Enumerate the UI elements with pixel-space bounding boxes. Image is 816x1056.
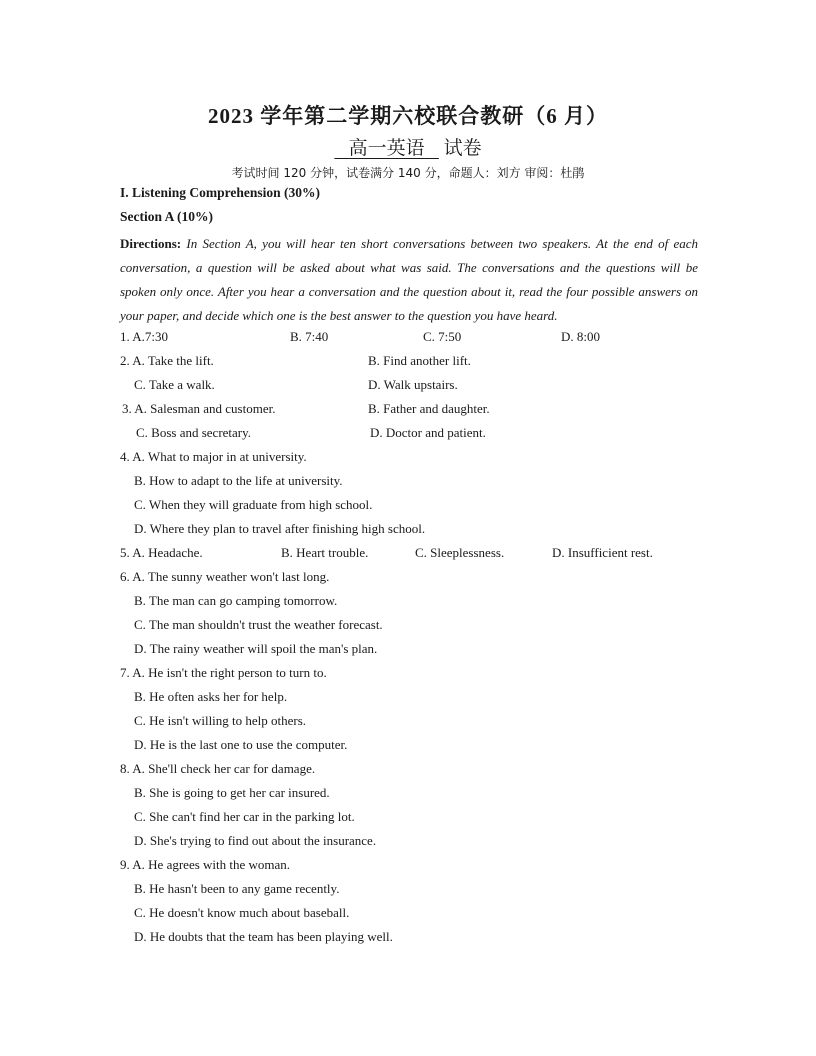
q1-option-c: C. 7:50 <box>423 329 462 344</box>
q4-option-c: C. When they will graduate from high school. <box>134 497 373 512</box>
subject-underlined <box>334 138 439 159</box>
section-heading: Section A (10%) <box>120 209 213 224</box>
q7-option-d: D. He is the last one to use the computer. <box>134 737 348 752</box>
q3-option-d: D. Doctor and patient. <box>370 425 486 440</box>
q7-option-c: C. He isn't willing to help others. <box>134 713 307 728</box>
q9-option-a: 9. A. He agrees with the woman. <box>120 857 291 872</box>
q4-option-a: 4. A. What to major in at university. <box>120 449 307 464</box>
exam-title: 2023 学年第二学期六校联合教研（6 月） <box>208 104 608 128</box>
q4-option-b: B. How to adapt to the life at university. <box>134 473 343 488</box>
exam-subtitle <box>0 133 816 160</box>
q8-option-c: C. She can't find her car in the parking lot. <box>134 809 355 824</box>
directions-label: Directions: <box>120 236 182 251</box>
q2-option-b: B. Find another lift. <box>368 353 471 368</box>
q6-option-b: B. The man can go camping tomorrow. <box>134 593 338 608</box>
q8-option-d: D. She's trying to find out about the insurance. <box>134 833 377 848</box>
q9-option-b: B. He hasn't been to any game recently. <box>134 881 340 896</box>
q3-option-a: 3. A. Salesman and customer. <box>122 401 276 416</box>
part-heading: I. Listening Comprehension (30%) <box>120 185 321 200</box>
directions <box>120 232 698 328</box>
q2-option-c: C. Take a walk. <box>134 377 215 392</box>
q7-option-a: 7. A. He isn't the right person to turn to. <box>120 665 327 680</box>
paper-word: 试卷 <box>443 138 482 159</box>
q6-option-d: D. The rainy weather will spoil the man's plan. <box>134 641 378 656</box>
q8-option-b: B. She is going to get her car insured. <box>134 785 330 800</box>
q7-option-b: B. He often asks her for help. <box>134 689 288 704</box>
directions-text: In Section A, you will hear ten short conversations between two speakers. At the end of each conversation, a question will be asked about what was said. The conversations and the questions will be spoken only once. After you hear a conversation and the question about it, read the four possible answers on your paper, and decide which one is the best answer to the question you have heard. <box>120 236 698 323</box>
exam-info: 考试时间 120 分钟，试卷满分 140 分，命题人：刘方 审阅：杜鹃 <box>231 166 585 180</box>
q2-option-d: D. Walk upstairs. <box>368 377 458 392</box>
q3-option-c: C. Boss and secretary. <box>136 425 252 440</box>
q3-option-b: B. Father and daughter. <box>368 401 490 416</box>
q5-option-a: 5. A. Headache. <box>120 545 203 560</box>
q8-option-a: 8. A. She'll check her car for damage. <box>120 761 316 776</box>
q5-option-d: D. Insufficient rest. <box>552 545 653 560</box>
subject-name: 高一英语 <box>348 138 425 159</box>
q2-option-a: 2. A. Take the lift. <box>120 353 214 368</box>
q9-option-c: C. He doesn't know much about baseball. <box>134 905 350 920</box>
q5-option-b: B. Heart trouble. <box>281 545 369 560</box>
q6-option-a: 6. A. The sunny weather won't last long. <box>120 569 330 584</box>
q1-option-a: 1. A.7:30 <box>120 329 169 344</box>
q9-option-d: D. He doubts that the team has been playing well. <box>134 929 393 944</box>
q1-option-d: D. 8:00 <box>561 329 600 344</box>
q5-option-c: C. Sleeplessness. <box>415 545 505 560</box>
q1-option-b: B. 7:40 <box>290 329 329 344</box>
q4-option-d: D. Where they plan to travel after finishing high school. <box>134 521 426 536</box>
q6-option-c: C. The man shouldn't trust the weather forecast. <box>134 617 383 632</box>
